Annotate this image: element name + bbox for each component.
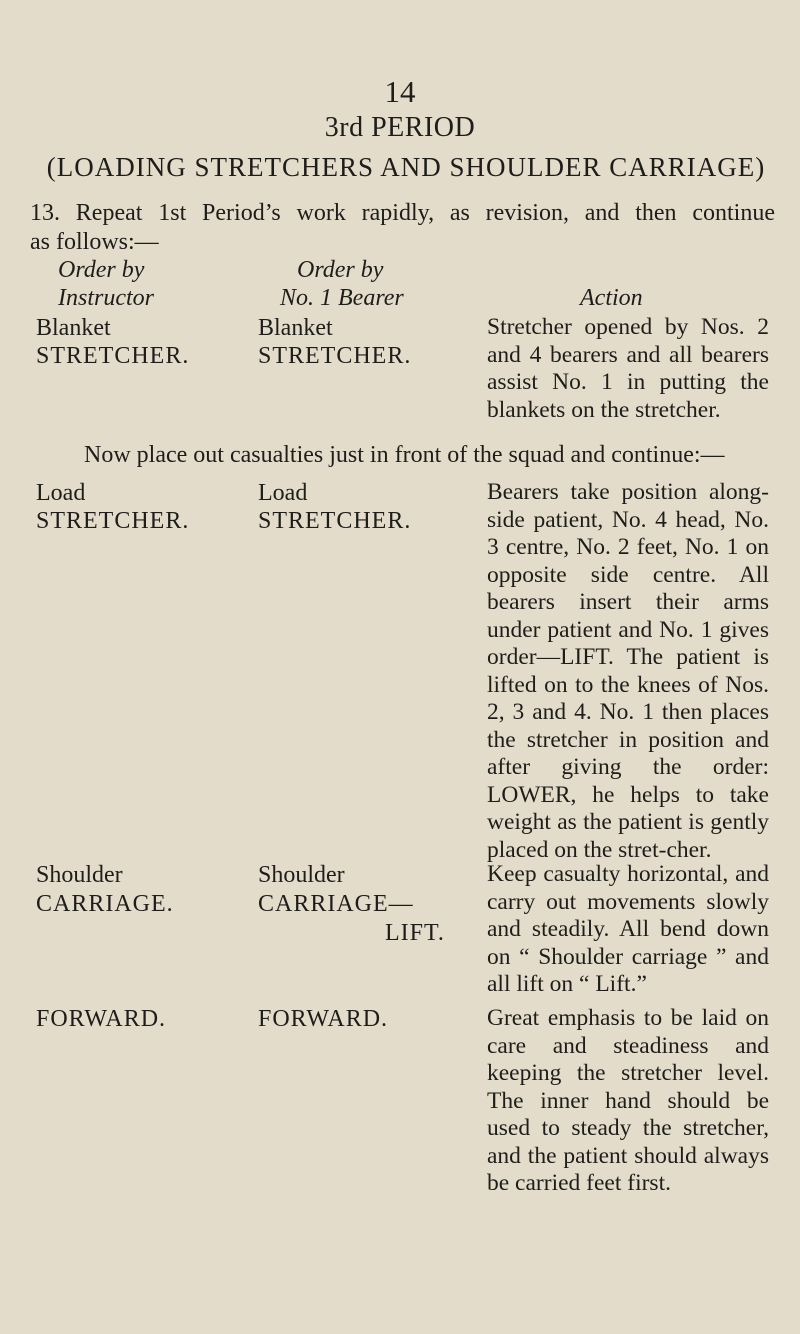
row2-bearer-line-1: Load xyxy=(258,480,308,506)
header-instructor-line-2: Instructor xyxy=(58,285,154,311)
row1-instructor-line-2: STRETCHER. xyxy=(36,343,190,369)
intro-line-1: 13. Repeat 1st Period’s work rapidly, as revision, and then continue xyxy=(30,200,775,226)
row1-instructor-line-1: Blanket xyxy=(36,315,111,341)
row2-instructor-line-1: Load xyxy=(36,480,86,506)
section-subtitle: (LOADING STRETCHERS AND SHOULDER CARRIAGE) xyxy=(46,152,766,182)
row3-action: Keep casualty horizontal, and carry out movements slowly and steadily. All bend down on “ Shoulder carriage ” and all lift on “ Lift.” xyxy=(487,861,769,997)
row2-action: Bearers take position along-side patient, No. 4 head, No. 3 centre, No. 2 feet, No. 1 on opposite side centre. All bearers insert their arms under patient and No. 1 gives order—LIFT. The patient is lifted on to the knees of Nos. 2, 3 and 4. No. 1 then places the stretcher in position and after giving the order: LOWER, he helps to take weight as the patient is gently placed on the stret-cher. xyxy=(487,479,769,863)
row4-bearer: FORWARD. xyxy=(258,1006,389,1032)
row4-instructor: FORWARD. xyxy=(36,1006,167,1032)
page-number: 14 xyxy=(384,74,416,109)
instruction-note: Now place out casualties just in front of the squad and continue:— xyxy=(84,442,725,468)
row3-instructor-line-2: CARRIAGE. xyxy=(36,891,174,917)
row1-bearer-line-1: Blanket xyxy=(258,315,333,341)
row3-bearer-line-3: LIFT. xyxy=(385,920,445,946)
header-bearer-line-2: No. 1 Bearer xyxy=(280,285,404,311)
row3-bearer-line-1: Shoulder xyxy=(258,862,345,888)
row2-instructor-line-2: STRETCHER. xyxy=(36,508,190,534)
header-action: Action xyxy=(580,285,643,311)
row2-bearer-line-2: STRETCHER. xyxy=(258,508,412,534)
period-title: 3rd PERIOD xyxy=(324,112,476,143)
intro-line-2: as follows:— xyxy=(30,229,159,255)
row3-instructor-line-1: Shoulder xyxy=(36,862,123,888)
row4-action: Great emphasis to be laid on care and steadiness and keeping the stretcher level. The inner hand should be used to steady the stretcher, and the patient should always be carried feet first. xyxy=(487,1005,769,1196)
row1-action: Stretcher opened by Nos. 2 and 4 bearers and all bearers assist No. 1 in putting the blankets on the stretcher. xyxy=(487,314,769,423)
header-bearer-line-1: Order by xyxy=(297,257,384,283)
header-instructor-line-1: Order by xyxy=(58,257,145,283)
row3-bearer-line-2: CARRIAGE— xyxy=(258,891,414,917)
row1-bearer-line-2: STRETCHER. xyxy=(258,343,412,369)
